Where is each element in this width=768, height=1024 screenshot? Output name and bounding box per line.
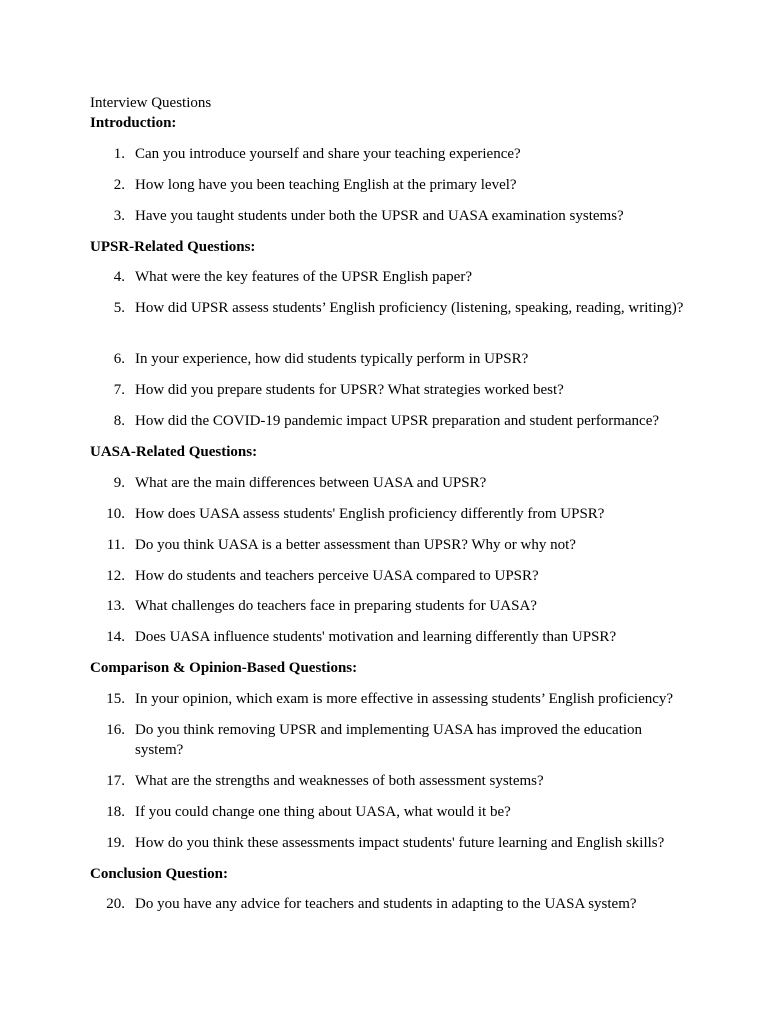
document-title: Interview Questions: [90, 95, 212, 111]
question-text: In your experience, how did students typically perform in UPSR?: [135, 351, 529, 367]
question-text: How do you think these assessments impact students' future learning and English skills?: [135, 835, 665, 851]
section-heading-upsr: UPSR-Related Questions:: [90, 239, 256, 255]
question-text: Can you introduce yourself and share your teaching experience?: [135, 146, 521, 162]
question-text: If you could change one thing about UASA, what would it be?: [135, 804, 511, 820]
section-heading-introduction: Introduction:: [90, 115, 177, 131]
question-number: 7.: [113, 382, 125, 398]
question-number: 12.: [106, 568, 125, 584]
question-number: 2.: [113, 177, 125, 193]
question-number: 3.: [113, 208, 125, 224]
question-text: Do you think removing UPSR and implementing UASA has improved the education system?: [135, 722, 643, 758]
question-text: What are the main differences between UASA and UPSR?: [135, 475, 487, 491]
question-text: Do you think UASA is a better assessment than UPSR? Why or why not?: [135, 537, 576, 553]
question-text: How did UPSR assess students’ English proficiency (listening, speaking, reading, writing)?: [135, 300, 684, 316]
question-number: 20.: [106, 896, 125, 912]
question-number: 19.: [106, 835, 125, 851]
question-text: What challenges do teachers face in preparing students for UASA?: [135, 598, 537, 614]
section-heading-conclusion: Conclusion Question:: [90, 866, 228, 882]
question-number: 4.: [113, 269, 125, 285]
question-number: 1.: [113, 146, 125, 162]
question-number: 9.: [113, 475, 125, 491]
question-text: How do students and teachers perceive UASA compared to UPSR?: [135, 568, 539, 584]
question-text: In your opinion, which exam is more effective in assessing students’ English proficiency?: [135, 691, 674, 707]
question-number: 17.: [106, 773, 125, 789]
question-number: 14.: [106, 629, 125, 645]
question-text: What are the strengths and weaknesses of both assessment systems?: [135, 773, 544, 789]
section-heading-comparison: Comparison & Opinion-Based Questions:: [90, 660, 358, 676]
question-number: 15.: [106, 691, 125, 707]
question-number: 18.: [106, 804, 125, 820]
question-number: 16.: [106, 722, 125, 738]
question-number: 11.: [106, 537, 125, 553]
question-text: What were the key features of the UPSR English paper?: [135, 269, 472, 285]
question-text: Have you taught students under both the UPSR and UASA examination systems?: [135, 208, 624, 224]
question-text: Do you have any advice for teachers and students in adapting to the UASA system?: [135, 896, 637, 912]
question-number: 8.: [113, 413, 125, 429]
question-number: 6.: [113, 351, 125, 367]
question-text: Does UASA influence students' motivation and learning differently than UPSR?: [135, 629, 617, 645]
question-text: How does UASA assess students' English proficiency differently from UPSR?: [135, 506, 605, 522]
question-text: How long have you been teaching English at the primary level?: [135, 177, 517, 193]
question-number: 10.: [106, 506, 125, 522]
question-text: How did you prepare students for UPSR? What strategies worked best?: [135, 382, 564, 398]
section-heading-uasa: UASA-Related Questions:: [90, 444, 258, 460]
question-number: 13.: [106, 598, 125, 614]
question-text: How did the COVID-19 pandemic impact UPSR preparation and student performance?: [135, 413, 660, 429]
question-number: 5.: [113, 300, 125, 316]
